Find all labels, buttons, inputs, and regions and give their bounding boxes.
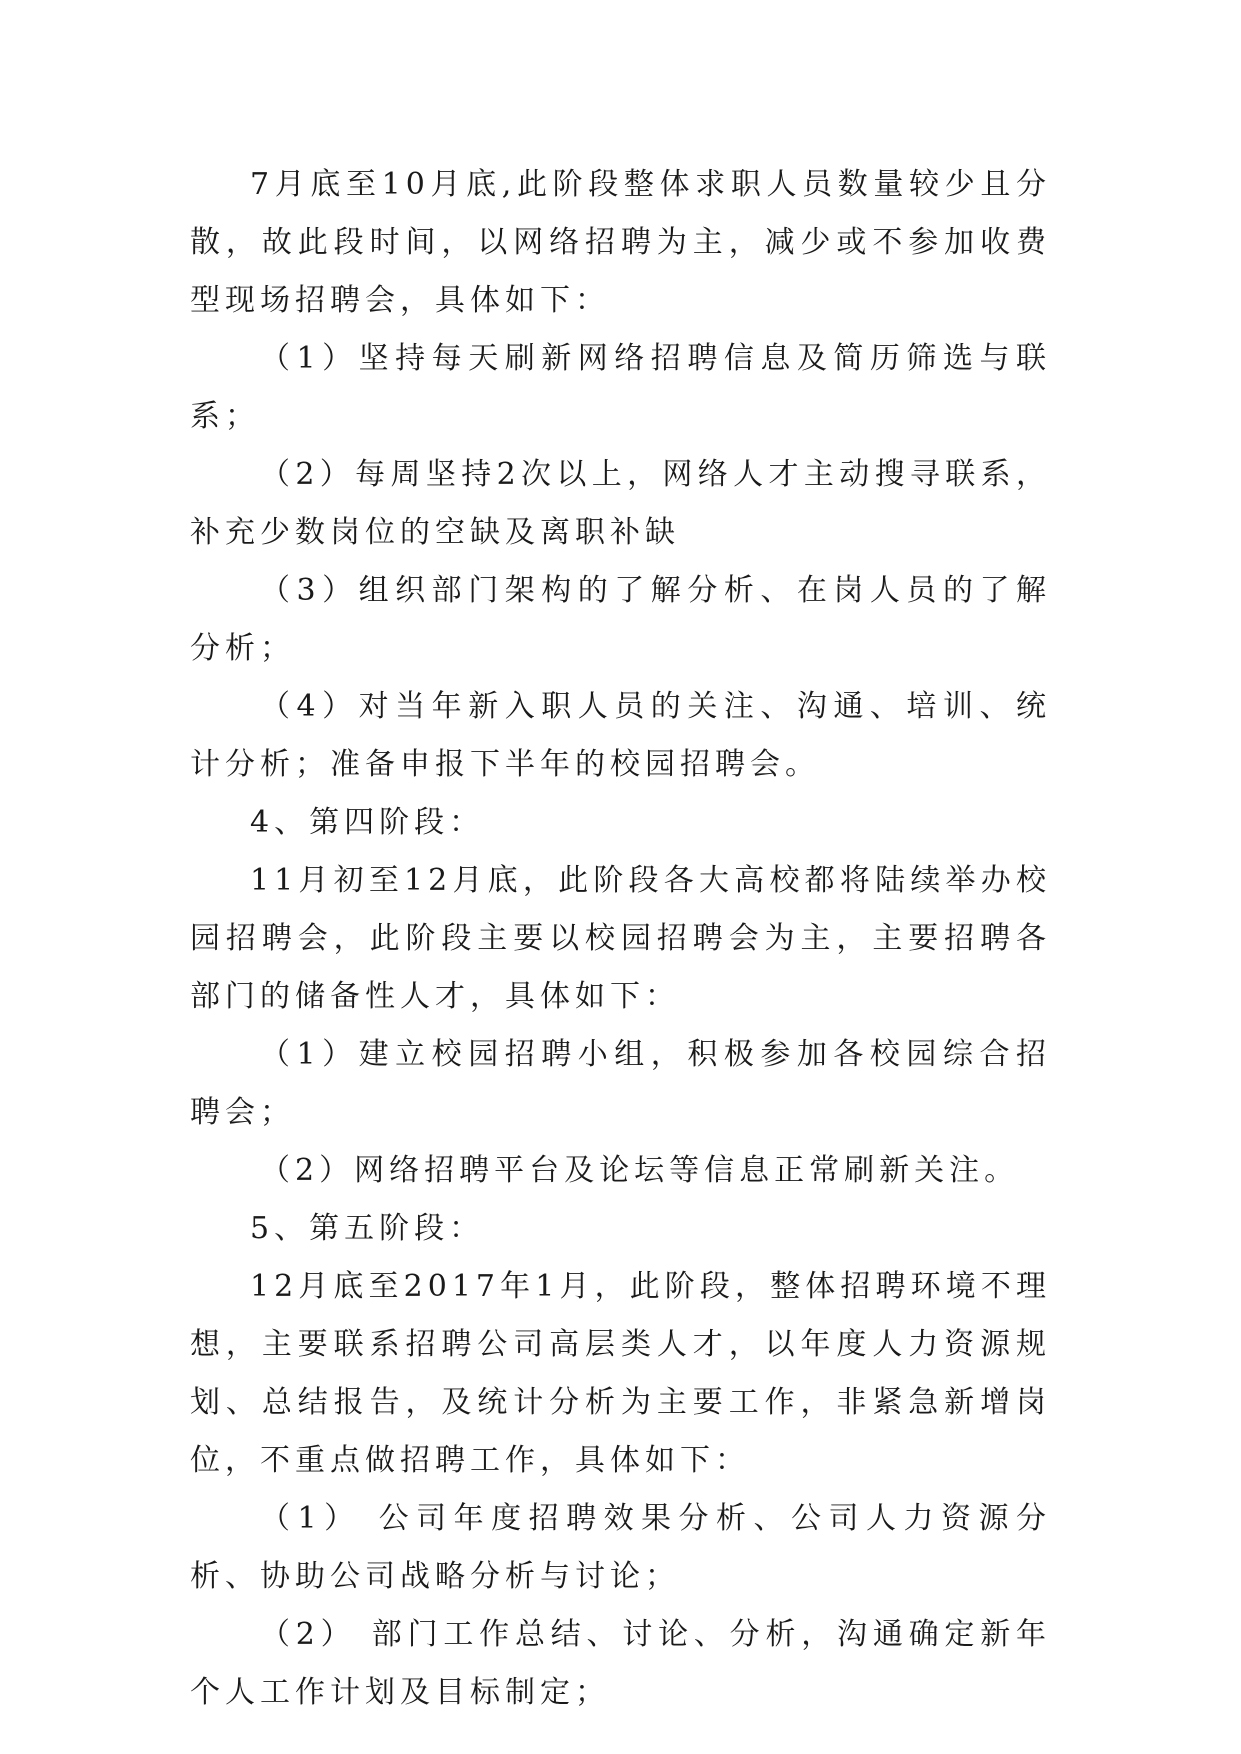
paragraph-intro: 7月底至10月底,此阶段整体求职人员数量较少且分散，故此段时间，以网络招聘为主，减少或不参加收费型现场招聘会，具体如下：	[190, 167, 1051, 318]
list-item-stage5-2: （2） 部门工作总结、讨论、分析，沟通确定新年个人工作计划及目标制定；	[190, 1617, 1051, 1710]
section-heading-stage-5: 5、第五阶段：	[250, 1211, 485, 1246]
list-item-1: （1）坚持每天刷新网络招聘信息及简历筛选与联系；	[190, 341, 1051, 434]
section-heading-stage-4: 4、第四阶段：	[250, 805, 485, 840]
list-item-stage4-2: （2）网络招聘平台及论坛等信息正常刷新关注。	[260, 1153, 1020, 1188]
list-item-stage5-1: （1） 公司年度招聘效果分析、公司人力资源分析、协助公司战略分析与讨论；	[190, 1501, 1051, 1594]
list-item-3: （3）组织部门架构的了解分析、在岗人员的了解分析；	[190, 573, 1051, 666]
list-item-2: （2）每周坚持2次以上，网络人才主动搜寻联系，补充少数岗位的空缺及离职补缺	[190, 457, 1051, 550]
paragraph-stage-5: 12月底至2017年1月，此阶段，整体招聘环境不理想，主要联系招聘公司高层类人才，以年度人力资源规划、总结报告，及统计分析为主要工作，非紧急新增岗位，不重点做招聘工作，具体如下：	[190, 1269, 1051, 1478]
paragraph-stage-4: 11月初至12月底，此阶段各大高校都将陆续举办校园招聘会，此阶段主要以校园招聘会为主，主要招聘各部门的储备性人才，具体如下：	[190, 863, 1051, 1014]
list-item-4: （4）对当年新入职人员的关注、沟通、培训、统计分析；准备申报下半年的校园招聘会。	[190, 689, 1051, 782]
list-item-stage4-1: （1）建立校园招聘小组，积极参加各校园综合招聘会；	[190, 1037, 1051, 1130]
